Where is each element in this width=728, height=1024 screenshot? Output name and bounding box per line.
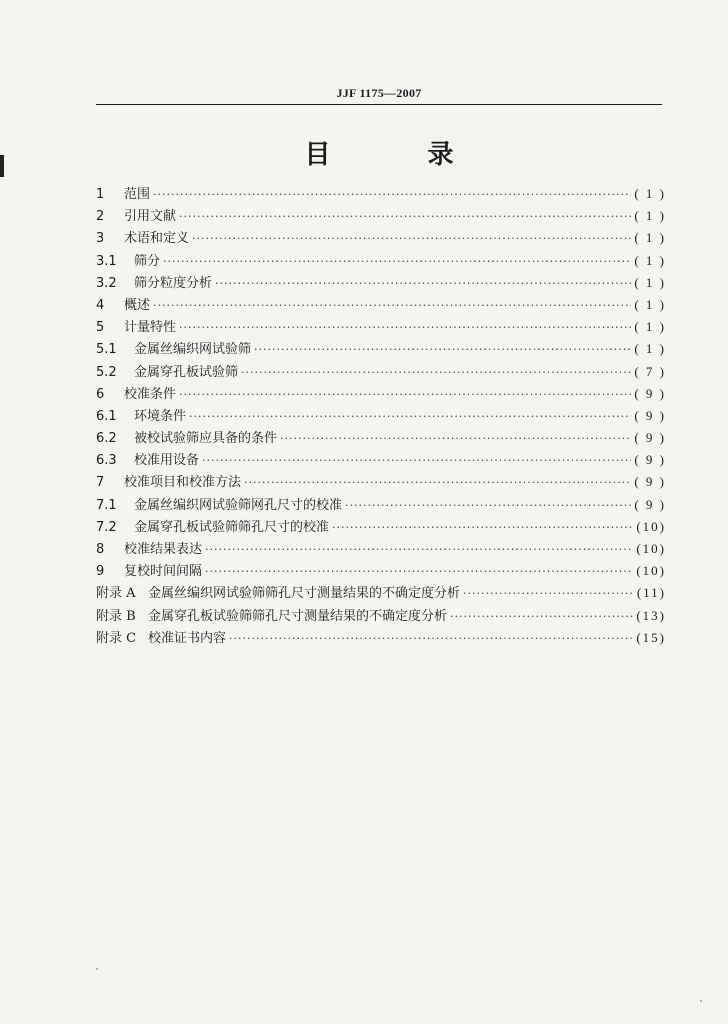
toc-entry-title: 校准用设备 [134, 453, 200, 469]
toc-entry-title: 术语和定义 [124, 231, 190, 247]
toc-entry[interactable] [96, 405, 666, 427]
scan-speck [96, 968, 98, 970]
toc-entry-number: 6.1 [96, 408, 117, 424]
toc-entry-title: 筛分粒度分析 [134, 275, 213, 291]
toc-entry-page: ( 1 ) [634, 319, 666, 335]
toc-entry-title: 环境条件 [134, 408, 187, 424]
toc-entry[interactable] [96, 250, 666, 272]
toc-entry-title: 金属丝编织网试验筛 [134, 342, 252, 358]
toc-entry-number: 7 [96, 475, 105, 491]
toc-entry[interactable] [96, 205, 666, 227]
toc-entry[interactable] [96, 494, 666, 516]
toc-entry-title: 金属穿孔板试验筛 [134, 364, 239, 380]
toc-entry-page: (10) [636, 563, 666, 579]
toc-entry-number: 6.2 [96, 431, 117, 447]
toc-entry-title: 复校时间间隔 [124, 564, 203, 580]
toc-dot-leader [205, 565, 633, 578]
toc-dot-leader [202, 454, 631, 467]
toc-entry[interactable] [96, 560, 666, 582]
header-rule [96, 104, 662, 105]
toc-dot-leader [450, 610, 633, 623]
toc-entry-title: 范围 [124, 187, 151, 202]
toc-entry[interactable] [96, 627, 666, 649]
toc-entry[interactable] [96, 227, 666, 249]
toc-entry-number: 附录 C [96, 630, 137, 646]
toc-entry-number: 5.1 [96, 342, 117, 358]
toc-entry-title: 校准结果表达 [124, 542, 203, 557]
standard-code-header: JJF 1175—2007 [336, 86, 422, 100]
toc-entry-page: ( 9 ) [634, 474, 666, 490]
toc-dot-leader [179, 210, 631, 223]
toc-entry-number: 2 [96, 209, 105, 225]
toc-entry-title: 计量特性 [124, 320, 177, 336]
toc-entry-page: (13) [636, 607, 666, 623]
toc-entry-page: ( 1 ) [634, 252, 666, 268]
table-of-contents [96, 183, 666, 649]
toc-entry-number: 6 [96, 386, 105, 402]
toc-entry-number: 1 [96, 187, 105, 202]
toc-entry[interactable] [96, 294, 666, 316]
toc-dot-leader [153, 188, 631, 201]
toc-entry-number: 附录 A [96, 586, 136, 602]
toc-entry-number: 7.2 [96, 519, 117, 535]
toc-entry-page: (10) [636, 541, 666, 556]
toc-entry[interactable] [96, 338, 666, 360]
toc-entry-number: 5 [96, 320, 105, 336]
toc-entry-number: 9 [96, 564, 105, 580]
toc-entry-page: (11) [636, 585, 666, 601]
scan-edge-mark [0, 155, 4, 177]
toc-dot-leader [229, 632, 633, 645]
toc-dot-leader [254, 343, 631, 356]
toc-entry-title: 校准项目和校准方法 [124, 475, 242, 491]
toc-dot-leader [244, 476, 631, 489]
toc-entry-page: ( 9 ) [634, 407, 666, 423]
toc-entry-title: 被校试验筛应具备的条件 [134, 431, 278, 447]
toc-dot-leader [215, 277, 631, 290]
toc-dot-leader [280, 432, 631, 445]
toc-entry-page: ( 1 ) [634, 296, 666, 312]
toc-entry[interactable] [96, 449, 666, 471]
toc-entry[interactable] [96, 516, 666, 538]
toc-entry-title: 金属丝编织网试验筛筛孔尺寸测量结果的不确定度分析 [148, 586, 461, 602]
toc-entry-title: 筛分 [134, 253, 161, 269]
toc-entry-title: 金属穿孔板试验筛筛孔尺寸测量结果的不确定度分析 [148, 608, 448, 624]
toc-entry-title: 金属穿孔板试验筛筛孔尺寸的校准 [134, 519, 330, 535]
toc-entry[interactable] [96, 272, 666, 294]
toc-entry-title: 引用文献 [124, 209, 177, 225]
toc-entry[interactable] [96, 427, 666, 449]
toc-dot-leader [463, 587, 634, 600]
toc-entry-page: ( 1 ) [634, 230, 666, 246]
toc-entry-page: ( 9 ) [634, 385, 666, 401]
toc-entry[interactable] [96, 316, 666, 338]
toc-entry-number: 3 [96, 231, 105, 247]
toc-dot-leader [192, 232, 631, 245]
toc-entry[interactable] [96, 605, 666, 627]
toc-dot-leader [205, 543, 633, 556]
toc-entry-page: ( 1 ) [634, 341, 666, 357]
toc-dot-leader [163, 255, 631, 268]
toc-entry-page: ( 7 ) [634, 363, 666, 379]
scan-speck [700, 1000, 702, 1002]
toc-entry-page: (10) [636, 518, 666, 534]
toc-entry[interactable] [96, 538, 666, 560]
toc-entry-title: 金属丝编织网试验筛网孔尺寸的校准 [134, 497, 343, 513]
toc-entry-number: 7.1 [96, 497, 117, 513]
toc-entry-number: 3.2 [96, 275, 117, 291]
toc-dot-leader [241, 366, 631, 379]
page-title: 目 录 [304, 140, 498, 170]
toc-entry[interactable] [96, 361, 666, 383]
toc-dot-leader [345, 499, 631, 512]
toc-entry[interactable] [96, 471, 666, 493]
toc-entry-number: 5.2 [96, 364, 117, 380]
toc-entry-page: ( 1 ) [634, 186, 666, 201]
toc-entry-page: ( 9 ) [634, 430, 666, 446]
toc-dot-leader [179, 321, 631, 334]
toc-entry-number: 3.1 [96, 253, 117, 269]
toc-entry-page: ( 1 ) [634, 208, 666, 224]
toc-entry[interactable] [96, 183, 666, 205]
toc-entry-number: 附录 B [96, 608, 136, 624]
toc-entry-title: 校准证书内容 [148, 630, 227, 646]
toc-entry-title: 概述 [124, 297, 151, 313]
toc-entry[interactable] [96, 383, 666, 405]
toc-entry[interactable] [96, 582, 666, 604]
toc-entry-page: (15) [636, 629, 666, 645]
toc-dot-leader [153, 299, 631, 312]
toc-entry-page: ( 9 ) [634, 496, 666, 512]
toc-dot-leader [179, 388, 631, 401]
toc-entry-number: 4 [96, 297, 105, 313]
toc-entry-page: ( 1 ) [634, 274, 666, 290]
toc-dot-leader [189, 410, 631, 423]
toc-entry-number: 6.3 [96, 453, 117, 469]
toc-entry-number: 8 [96, 542, 105, 557]
toc-entry-title: 校准条件 [124, 386, 177, 402]
toc-entry-page: ( 9 ) [634, 452, 666, 468]
toc-dot-leader [332, 521, 633, 534]
